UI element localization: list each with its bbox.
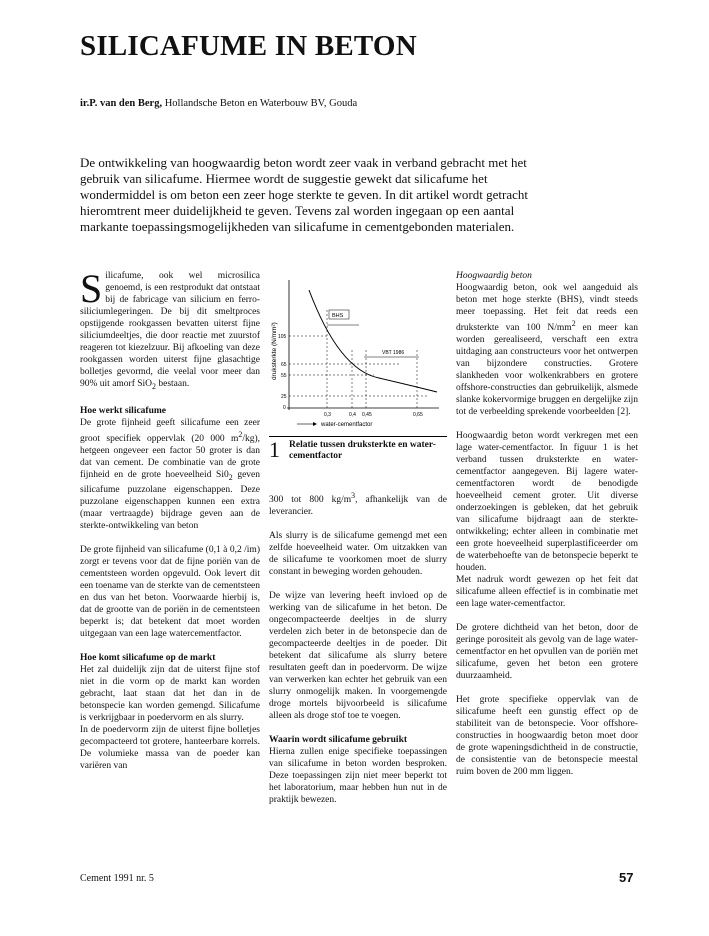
col2-p1b: , afhankelijk van de leverancier. — [269, 495, 447, 518]
superscript: 2 — [571, 319, 576, 328]
col3-paragraph-2: Hoogwaardig beton wordt verkregen met een lage water-cementfactor. In figuur 1 is het verband tussen druksterkte en water-cementfactor aangegeven. Bij lagere water-cementfactoren wordt de benodigde hoeveelheid cement groter. Uit diverse onderzoekingen is gebleken, dat het gebruik van silicafume bijdraagt aan de sterkte-ontwikkeling; echter alleen in combinatie met een grote hoeveelheid superplastificeerder om de waterbehoefte van de betonspecie beperkt te houden. — [456, 431, 638, 574]
column-1 — [80, 266, 261, 772]
col1-p2a: De grote fijnheid geeft silicafume een zeer groot specifiek oppervlak (20 000 m — [80, 417, 260, 445]
column-3 — [456, 270, 638, 778]
col2-paragraph-2: Als slurry is de silicafume gemengd met een zelfde hoeveelheid water. Om uitzakken van de silicafume te voorkomen moet de slurry constant in beweging worden gehouden. — [269, 531, 447, 578]
col1-paragraph-3: De grote fijnheid van silicafume (0,1 à 0,2 /im) zorgt er tevens voor dat de fijne poriën van de cementsteen worden opgevuld. Ook levert dit een toename van de sterkte van de cementsteen en dus van het beton. Voorwaarde hierbij is, dat de grootte van de poriën in de cementsteen beperkt is; dat betekent dat moet worden uitgegaan van een lage watercementfactor. — [80, 544, 260, 639]
figure-caption — [269, 436, 447, 462]
intro-paragraph: De ontwikkeling van hoogwaardig beton wordt zeer vaak in verband gebracht met het gebruik van silicafume. Hiermee wordt de suggestie gewekt dat silicafume het wondermiddel is om beton een zeer hoge sterkte te geven. In dit artikel wordt getracht hieromtrent meer duidelijkheid te geven. Tevens zal worden ingegaan op een aantal markante toepassingsmogelijkheden van silicafume in cementgebonden materialen. — [80, 155, 528, 234]
col3-paragraph-3: Met nadruk wordt gewezen op het feit dat silicafume alleen effectief is in combinatie met een lage water-cementfactor. — [456, 575, 638, 610]
x-axis-label: water-cementfactor — [321, 422, 373, 428]
page-number: 57 — [619, 870, 634, 885]
col1-paragraph-2 — [80, 417, 260, 532]
col2-p1a: 300 tot 800 kg/m — [269, 495, 352, 506]
x-tick-045: 0,45 — [362, 412, 372, 418]
figure-1 — [269, 270, 447, 428]
col1-p1-text: ilicafume, ook wel microsilica genoemd, is een restprodukt dat ontstaat bij de fabricage van silicium en ferro-siliciumlegeringen. De bij dit smeltproces opstijgende rookgassen bevatten uiterst fijne siliciumdeeltjes, die door reactie met zuurstof reageren tot kiezelzuur. Bij afkoeling van deze rookgassen worden uiterst fijne glasachtige bolletjes gevormd, die veelal voor meer dan 90% uit amorf SiO — [80, 271, 260, 389]
y-tick-65: 65 — [281, 362, 287, 368]
col2-paragraph-4: Hierna zullen enige specifieke toepassingen van silicafume in beton worden besproken. Deze toepassingen zijn niet meer beperkt tot het laboratorium, maar hebben hun nut in de praktijk bewezen. — [269, 747, 447, 806]
bhs-label: BHS — [332, 313, 344, 319]
figure-caption-text: Relatie tussen druksterkte en water-cementfactor — [289, 440, 436, 461]
x-tick-065: 0,65 — [413, 412, 423, 418]
y-tick-0: 0 — [283, 405, 286, 411]
vbt-label: VBT 1986 — [382, 350, 405, 356]
byline — [80, 98, 357, 109]
y-tick-105: 105 — [278, 334, 287, 340]
y-axis-label: druksterkte (N/mm²) — [271, 322, 278, 380]
strength-wc-chart — [269, 270, 447, 428]
footer-publication: Cement 1991 nr. 5 — [80, 873, 154, 884]
col3-paragraph-5: Het grote specifieke oppervlak van de silicafume heeft een gunstig effect op de stabiliteit van de betonspecie. Voor offshore-constructies in hoogwaardig beton moet door de grote wapeningsdichtheid in de constructie, de consistentie van de betonspecie meestal ruim boven de 200 mm liggen. — [456, 695, 638, 778]
col3-p1b: en meer kan worden gerealiseerd, verschaft een extra uitdaging aan constructeurs voor het ontwerpen van bijzondere constructies. Grotere slankheden voor wolkenkrabbers en grotere offshore-constructies dan gebruikelijk, alsmede slanke kokervormige bruggen en dergelijke zijn tot de verbeelding sprekende voorbeelden [2]. — [456, 323, 639, 418]
col3-paragraph-4: De grotere dichtheid van het beton, door de geringe porositeit als gevolg van de lage water-cementfactor en het opvullen van de poriën met silicafume, geven het beton een grotere duurzaamheid. — [456, 623, 638, 682]
col1-p2b: /kg), hetgeen ongeveer een factor 50 groter is dan dat van cement. De combinatie van de grote fijnheid en de grote hoeveelheid Si0 — [80, 434, 260, 481]
y-tick-25: 25 — [281, 394, 287, 400]
col2-paragraph-1 — [269, 490, 447, 518]
column-2 — [269, 490, 447, 806]
heading-hoe-werkt: Hoe werkt silicafume — [80, 405, 167, 416]
x-tick-04: 0,4 — [349, 412, 356, 418]
superscript: 2 — [238, 429, 243, 439]
subscript: 2 — [152, 381, 156, 391]
col2-paragraph-3: De wijze van levering heeft invloed op de werking van de silicafume in het beton. De ongecompacteerde deeltjes in de slurry verdelen zich beter in de betonspecie dan de gecompacteerde deeltjes in de poeder. Dit betekent dat silicafume als slurry betere resultaten geeft dan in poedervorm. De wijze van verwerken kan echter het gebruik van een slurry onmogelijk maken. In voorgemengde droge mortels bijvoorbeeld is silicafume alleen als droge stof toe te voegen. — [269, 591, 447, 722]
subscript: 2 — [228, 472, 233, 482]
y-tick-55: 55 — [281, 373, 287, 379]
figure-number: 1 — [269, 437, 280, 462]
col1-p1-end: bestaan. — [156, 379, 190, 389]
col3-p1a: Hoogwaardig beton, ook wel aangeduid als beton met hoge sterkte (BHS), vindt steeds meer toepassing. Het feit dat reeds een druksterkte van 100 N/mm — [456, 283, 638, 334]
superscript: 3 — [351, 491, 356, 500]
heading-waarin: Waarin wordt silicafume gebruikt — [269, 735, 408, 746]
article-title: SILICAFUME IN BETON — [80, 30, 417, 62]
heading-markt: Hoe komt silicafume op de markt — [80, 652, 216, 663]
author-name: ir.P. van den Berg, — [80, 98, 163, 109]
col1-p2c: geven silicafume puzzolane eigenschappen. Deze puzzolane eigenschappen kunnen een extra (maar vertraagde) bijdrage geven aan de sterkte-ontwikkeling van beton — [80, 470, 261, 531]
x-tick-03: 0,3 — [324, 412, 331, 418]
col1-paragraph-5: In de poedervorm zijn de uiterst fijne bolletjes gecompacteerd tot grotere, hanteerbare korrels. De volumieke massa van de poeder kan variëren van — [80, 724, 260, 771]
author-affiliation: Hollandsche Beton en Waterbouw BV, Gouda — [162, 98, 358, 109]
col1-paragraph-1 — [80, 266, 260, 393]
drop-cap: S — [80, 266, 103, 311]
col3-paragraph-1 — [456, 282, 638, 418]
heading-hoogwaardig: Hoogwaardig beton — [456, 271, 532, 281]
col1-paragraph-4: Het zal duidelijk zijn dat de uiterst fijne stof niet in die vorm op de markt kan worden gebracht, laat staan dat het dan in de betonspecie kan worden gemengd. Silicafume is verkrijgbaar in poedervorm en als slurry. — [80, 664, 260, 723]
